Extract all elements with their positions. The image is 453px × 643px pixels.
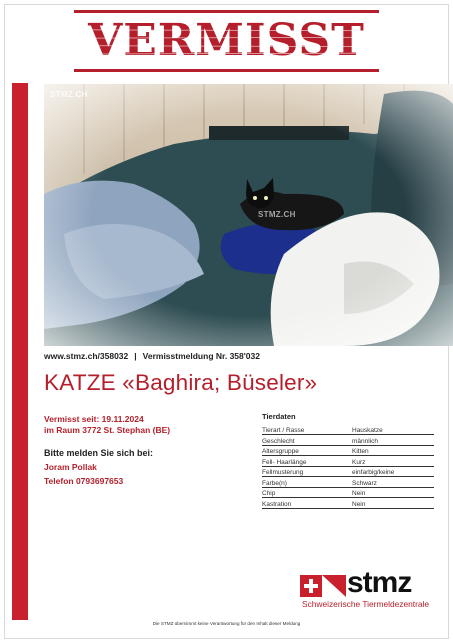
row-key: Geschlecht <box>262 435 352 446</box>
photo-illustration <box>44 84 453 346</box>
disclaimer: Die STMZ übernimmt keine Verantwortung für den Inhalt dieser Meldung <box>152 621 301 626</box>
tierdaten-table <box>262 424 434 509</box>
row-value: einfarbig/keine <box>352 466 434 477</box>
table-row <box>262 456 434 467</box>
row-value: männlich <box>352 435 434 446</box>
row-value: Schwarz <box>352 477 434 488</box>
tierdaten-panel <box>262 412 434 509</box>
logo-tagline: Schweizerische Tiermeldezentrale <box>302 599 430 609</box>
stmz-logo <box>300 566 436 613</box>
animal-title: KATZE «Baghira; Büseler» <box>44 370 318 395</box>
contact-heading: Bitte melden Sie sich bei: <box>44 448 154 458</box>
missing-since: Vermisst seit: 19.11.2024 <box>44 414 144 424</box>
missing-info <box>44 414 244 487</box>
missing-area: im Raum 3772 St. Stephan (BE) <box>44 425 171 435</box>
reference-line <box>44 351 260 361</box>
reference-url[interactable]: www.stmz.ch/358032 <box>44 351 129 361</box>
table-row <box>262 477 434 488</box>
headline-title: VERMISST <box>88 15 365 66</box>
row-value: Nein <box>352 487 434 498</box>
headline-banner <box>0 10 453 72</box>
row-value: Hauskatze <box>352 424 434 435</box>
contact-name: Joram Pollak <box>44 462 97 472</box>
reference-separator: | <box>134 351 137 361</box>
swiss-cross-icon <box>300 575 346 597</box>
row-key: Fellmusterung <box>262 466 352 477</box>
table-row <box>262 435 434 446</box>
cat-photo <box>44 84 453 346</box>
row-value: Nein <box>352 498 434 509</box>
report-number: Vermisstmeldung Nr. 358'032 <box>142 351 260 361</box>
row-key: Tierart / Rasse <box>262 424 352 435</box>
table-row <box>262 445 434 456</box>
row-key: Chip <box>262 487 352 498</box>
table-row <box>262 466 434 477</box>
headline-stamp <box>74 10 379 72</box>
row-key: Farbe(n) <box>262 477 352 488</box>
table-row <box>262 487 434 498</box>
tierdaten-heading: Tierdaten <box>262 412 296 421</box>
row-value: Kitten <box>352 445 434 456</box>
row-key: Kastration <box>262 498 352 509</box>
table-row <box>262 424 434 435</box>
red-side-bar <box>12 83 28 620</box>
row-value: Kurz <box>352 456 434 467</box>
photo-watermark-center: STMZ.CH <box>258 210 296 219</box>
row-key: Altersgruppe <box>262 445 352 456</box>
table-row <box>262 498 434 509</box>
photo-watermark-corner: STMZ.CH <box>50 90 88 99</box>
contact-phone[interactable]: Telefon 0793697653 <box>44 476 124 486</box>
logo-wordmark: stmz <box>347 566 412 599</box>
row-key: Fell- Haarlänge <box>262 456 352 467</box>
